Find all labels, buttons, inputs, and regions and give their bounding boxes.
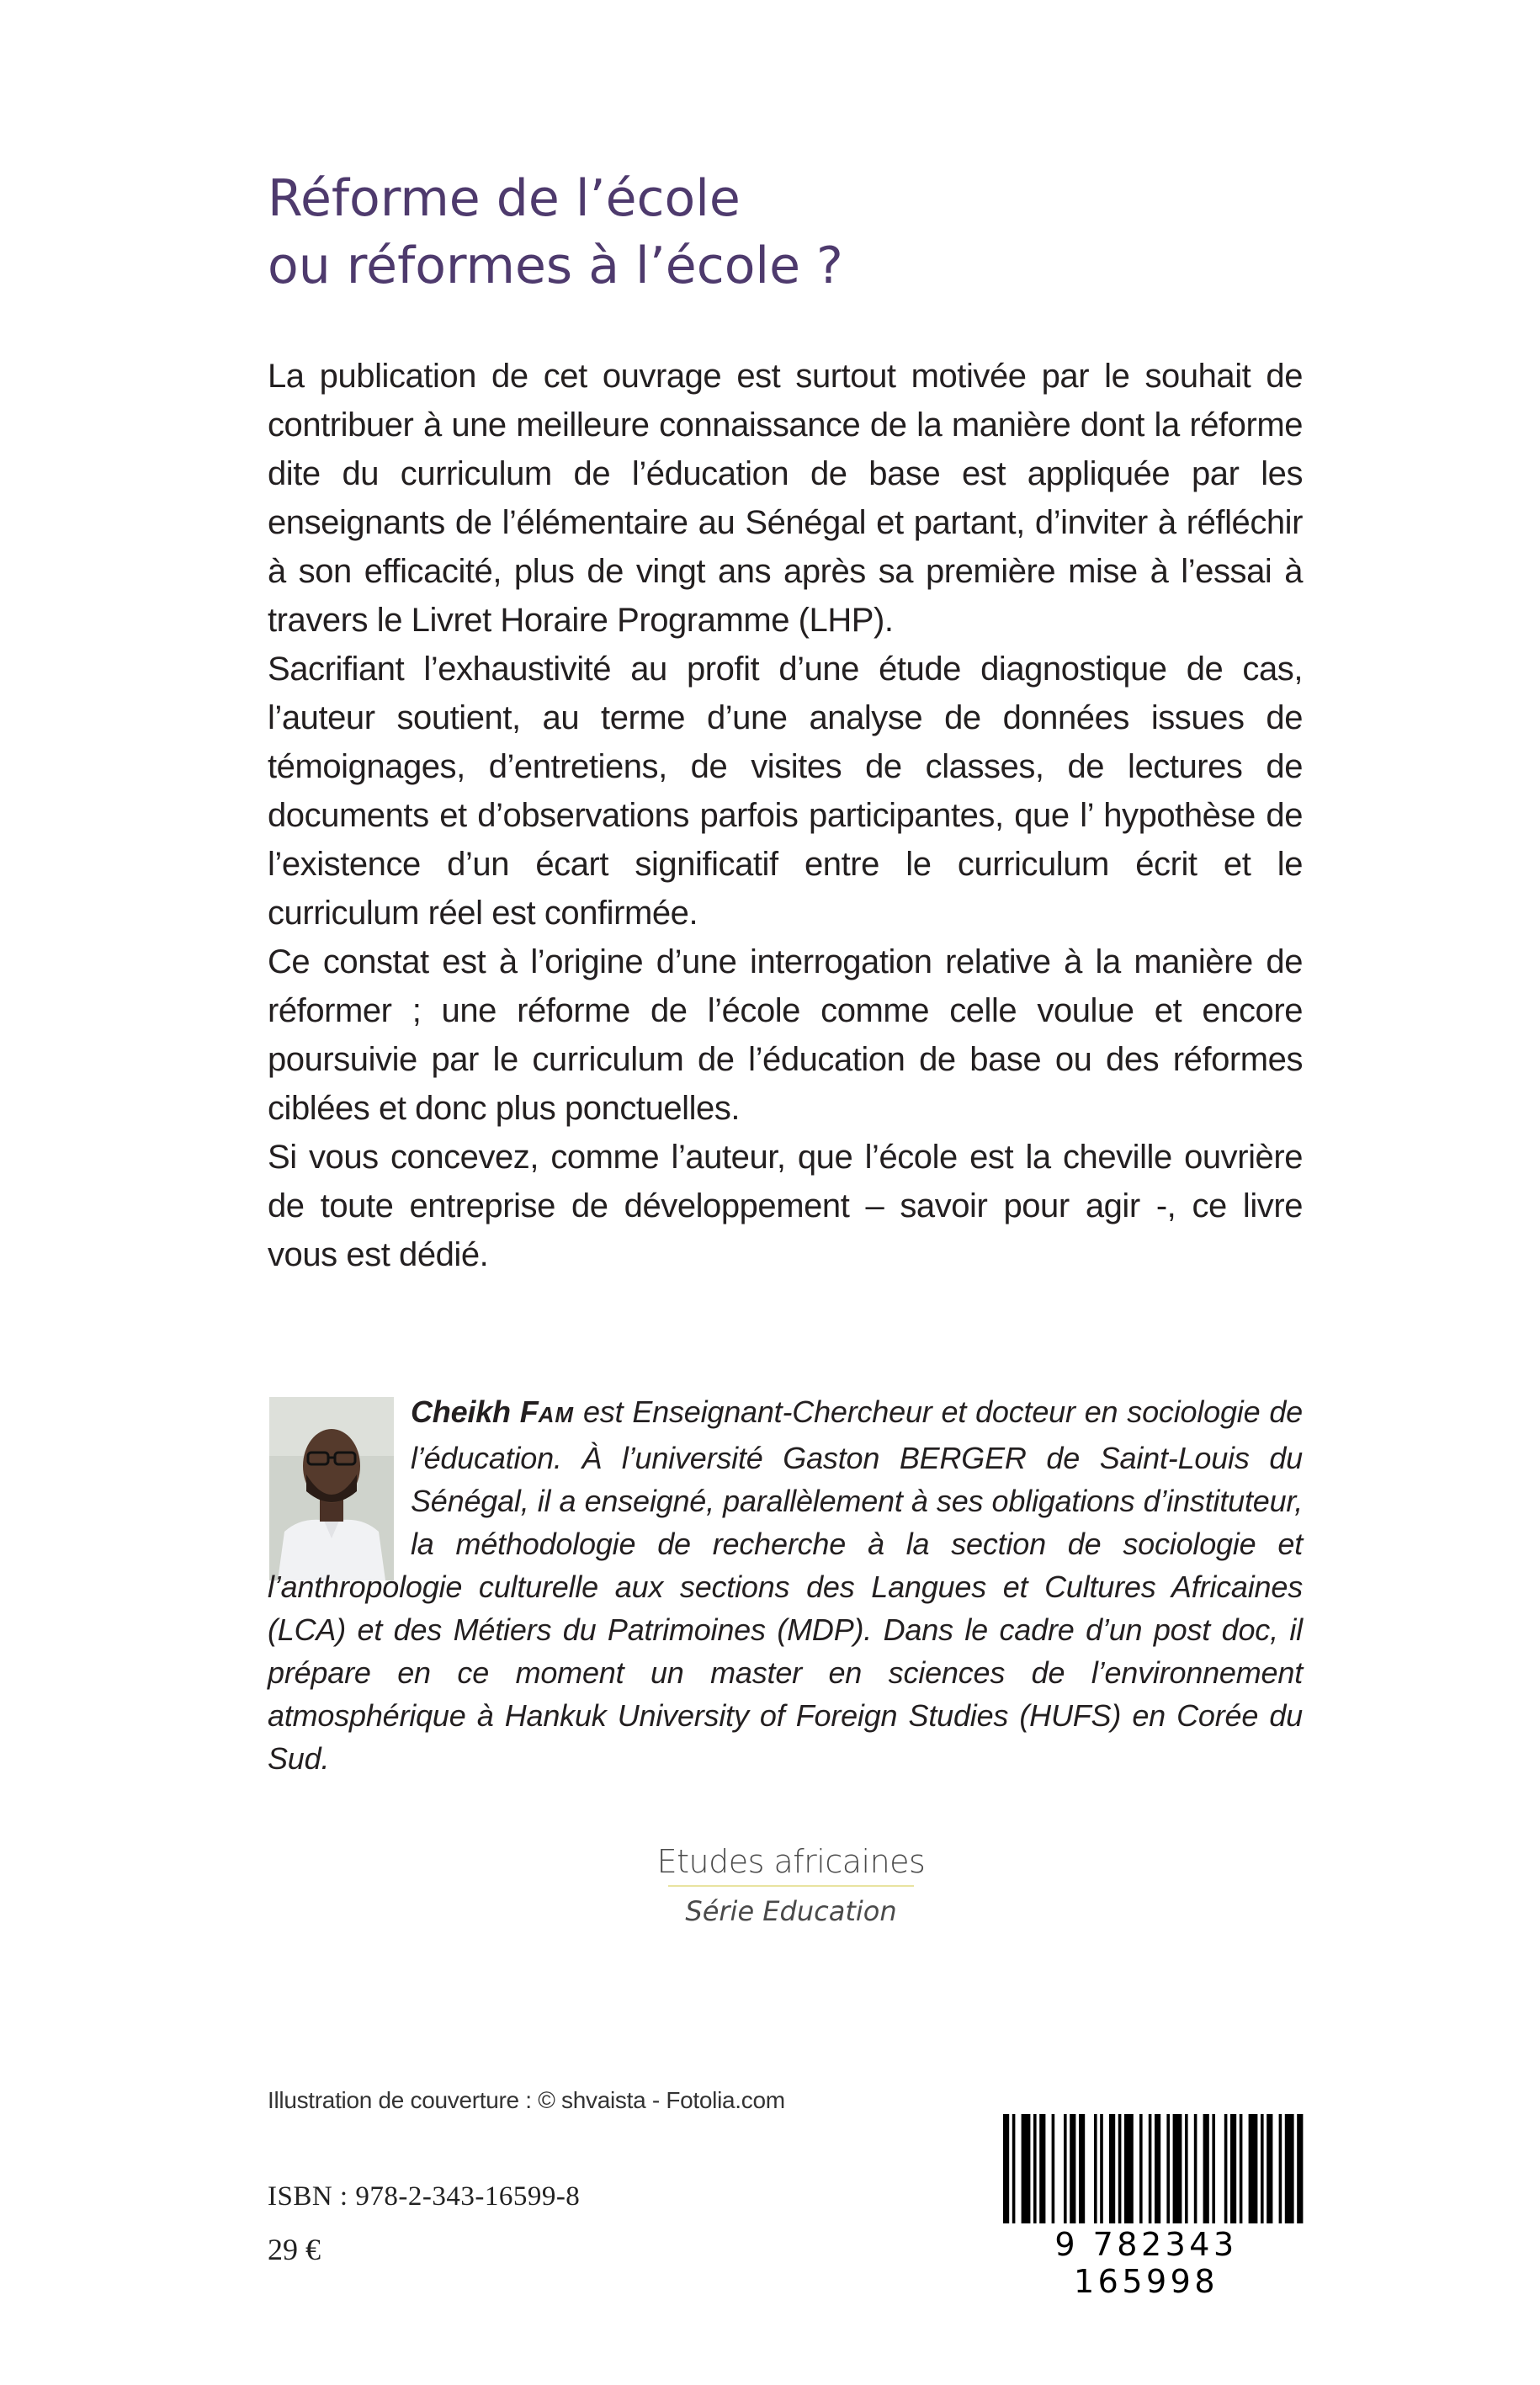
author-last-name-rest: AM — [538, 1402, 575, 1427]
cover-illustration-credit: Illustration de couverture : © shvaista - Fotolia.com — [268, 2087, 785, 2113]
barcode-bar — [1240, 2114, 1243, 2223]
barcode-digits: 9 782343 165998 — [1054, 2226, 1238, 2300]
barcode-bar — [1064, 2114, 1067, 2223]
barcode-bar — [1022, 2114, 1031, 2223]
title-line-1: Réforme de l’école — [268, 169, 741, 228]
barcode-bar — [1194, 2114, 1197, 2223]
barcode-bar — [1261, 2114, 1264, 2223]
barcode-bar — [1185, 2114, 1188, 2223]
author-bio — [268, 1390, 1303, 1780]
barcode-bar — [1285, 2114, 1294, 2223]
barcode-bar — [1149, 2114, 1152, 2223]
author-first-name: Cheikh — [411, 1394, 511, 1429]
author-last-name-initial: F — [519, 1394, 539, 1429]
barcode-bar — [1052, 2114, 1055, 2223]
barcode-bar — [1279, 2114, 1282, 2223]
author-bio-text: est Enseignant-Chercheur et docteur en sociologie de l’éducation. À l’université Gaston BERGER de Saint-Louis du Sénégal, il a enseigné, parallèlement à ses obligations d’instituteur, la méthodologie de recherche à la section de sociologie et l’anthropologie culturelle aux sections des Langues et Cultures Africaines (LCA) et des Métiers du Patrimoines (MDP). Dans le cadre d’un post doc, il prépare en ce moment un master en sciences de l’environnement atmosphérique à Hankuk University of Foreign Studies (HUFS) en Corée du Sud. — [268, 1394, 1303, 1776]
barcode-bar — [1033, 2114, 1037, 2223]
barcode-bar — [1212, 2114, 1215, 2223]
isbn-number: ISBN : 978-2-343-16599-8 — [268, 2181, 581, 2212]
barcode-bar — [1297, 2114, 1303, 2223]
series-subtitle: Série Education — [685, 1895, 897, 1927]
title-line-2: ou réformes à l’école ? — [268, 236, 843, 295]
barcode-bar — [1070, 2114, 1075, 2223]
barcode-bar — [1100, 2114, 1103, 2223]
author-name — [411, 1394, 574, 1429]
barcode-bar — [1224, 2114, 1228, 2223]
barcode-bar — [1267, 2114, 1272, 2223]
series-divider — [668, 1885, 914, 1887]
book-title — [268, 165, 1362, 300]
barcode-bars-icon — [986, 2114, 1306, 2232]
barcode-bar — [1203, 2114, 1209, 2223]
barcode-bar — [1249, 2114, 1258, 2223]
barcode-bar — [1118, 2114, 1122, 2223]
price: 29 € — [268, 2233, 321, 2266]
summary-paragraph-3: Ce constat est à l’origine d’une interrogation relative à la manière de réformer ; une réforme de l’école comme celle voulue et encore poursuivie par le curriculum de l’éducation de base ou des réformes ciblées et donc plus ponctuelles. — [268, 943, 1303, 1127]
barcode-bar — [1039, 2114, 1045, 2223]
barcode-bar — [1139, 2114, 1143, 2223]
barcode-bar — [1124, 2114, 1134, 2223]
barcode-bar — [1003, 2114, 1009, 2223]
photo-space — [268, 1390, 411, 1562]
barcode-bar — [1109, 2114, 1115, 2223]
barcode-bar — [1173, 2114, 1182, 2223]
summary-paragraph-1: La publication de cet ouvrage est surtout motivée par le souhait de contribuer à une meilleure connaissance de la manière dont la réforme dite du curriculum de l’éducation de base est appliquée par les enseignants de l’élémentaire au Sénégal et partant, d’inviter à réfléchir à son efficacité, plus de vingt ans après sa première mise à l’essai à travers le Livret Horaire Programme (LHP). — [268, 358, 1303, 639]
barcode-bar — [1079, 2114, 1085, 2223]
summary-paragraph-4: Si vous concevez, comme l’auteur, que l’école est la cheville ouvrière de toute entreprise de développement – savoir pour agir -, ce livre vous est dédié. — [268, 1139, 1303, 1273]
series-logo — [656, 1843, 926, 1927]
barcode-bar — [1230, 2114, 1236, 2223]
barcode-bar — [1155, 2114, 1160, 2223]
barcode-bar — [1094, 2114, 1097, 2223]
barcode-bar — [1012, 2114, 1016, 2223]
back-cover-summary — [268, 352, 1303, 1279]
summary-paragraph-2: Sacrifiant l’exhaustivité au profit d’une étude diagnostique de cas, l’auteur soutient, au terme d’une analyse de données issues de témoignages, d’entretiens, de visites de classes, de lectures de documents et d’observations parfois participantes, que l’ hypothèse de l’existence d’un écart significatif entre le curriculum écrit et le curriculum réel est confirmée. — [268, 651, 1303, 932]
barcode-bar — [1166, 2114, 1170, 2223]
series-name: Etudes africaines — [656, 1843, 926, 1880]
